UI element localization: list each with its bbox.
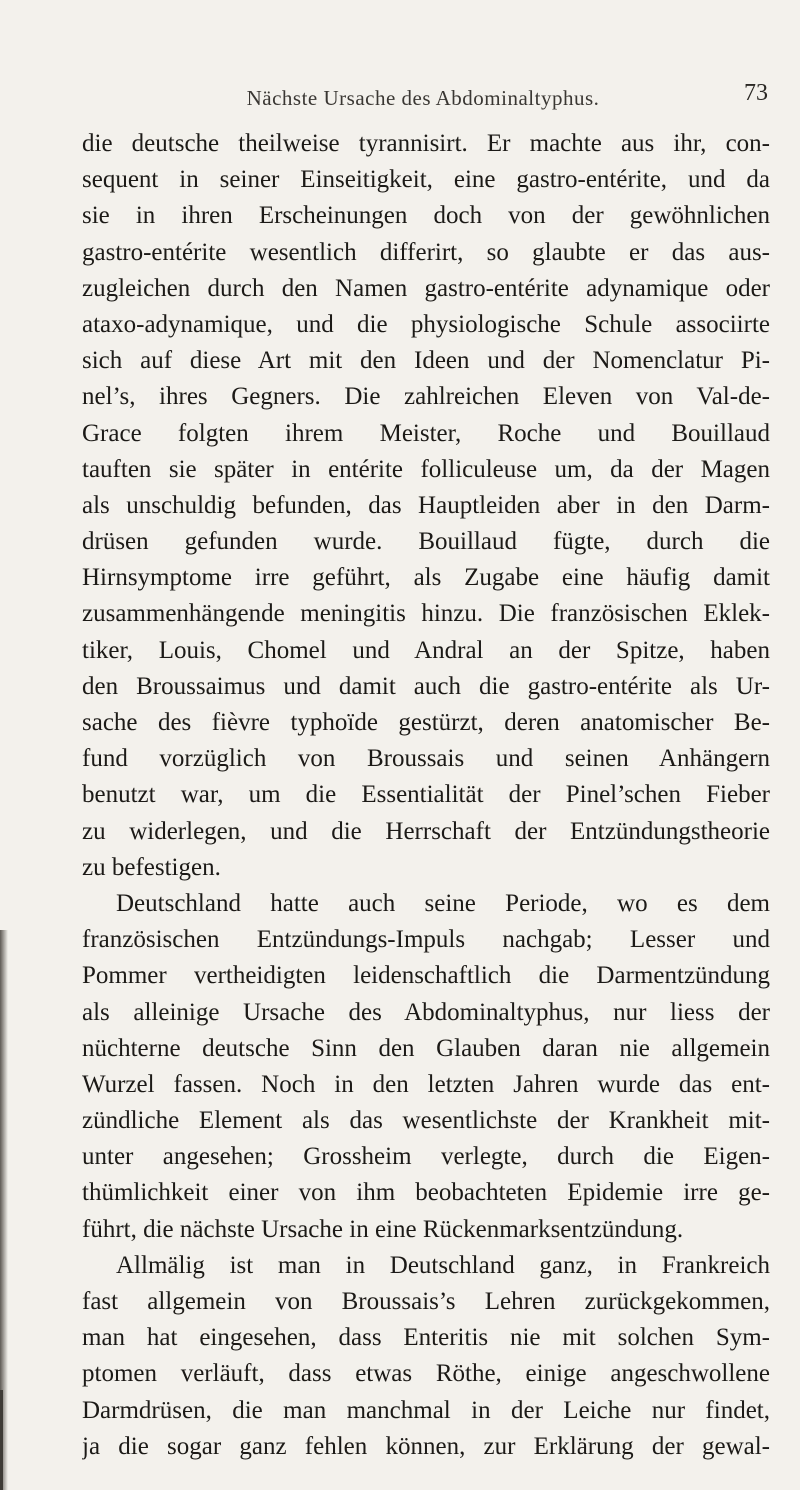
text-line: unter angesehen; Grossheim verlegte, durch die Eigen- xyxy=(82,1143,770,1171)
text-line: fund vorzüglich von Broussais und seinen Anhängern xyxy=(82,745,770,773)
text-line: drüsen gefunden wurde. Bouillaud fügte, durch die xyxy=(82,528,770,556)
text-line: Darmdrüsen, die man manchmal in der Leiche nur findet, xyxy=(82,1396,770,1424)
text-line: als alleinige Ursache des Abdominaltyphus, nur liess der xyxy=(82,998,770,1026)
text-line: benutzt war, um die Essentialität der Pinel’schen Fieber xyxy=(82,781,770,809)
text-line: nel’s, ihres Gegners. Die zahlreichen Eleven von Val-de- xyxy=(82,383,770,411)
text-line: zugleichen durch den Namen gastro-entérite adynamique oder xyxy=(82,274,770,302)
text-line: als unschuldig befunden, das Hauptleiden aber in den Darm- xyxy=(82,491,770,519)
text-line-paragraph-end: führt, die nächste Ursache in eine Rückenmarksentzündung. xyxy=(82,1215,684,1243)
text-line: thümlichkeit einer von ihm beobachteten Epidemie irre ge- xyxy=(82,1179,770,1207)
text-line: man hat eingesehen, dass Enteritis nie mit solchen Sym- xyxy=(82,1324,770,1352)
page-binding-edge xyxy=(0,1390,3,1490)
text-line: ptomen verläuft, dass etwas Röthe, einige angeschwollene xyxy=(82,1360,770,1388)
text-line: Hirnsymptome irre geführt, als Zugabe eine häufig damit xyxy=(82,564,770,592)
text-line: zündliche Element als das wesentlichste der Krankheit mit- xyxy=(82,1107,770,1135)
page-number: 73 xyxy=(744,80,768,106)
text-line: Pommer vertheidigten leidenschaftlich die Darmentzündung xyxy=(82,962,770,990)
text-line: sequent in seiner Einseitigkeit, eine gastro-entérite, und da xyxy=(82,166,770,194)
text-line: Grace folgten ihrem Meister, Roche und Bouillaud xyxy=(82,419,770,447)
text-line: nüchterne deutsche Sinn den Glauben daran nie allgemein xyxy=(82,1034,770,1062)
text-line-paragraph-start: Allmälig ist man in Deutschland ganz, in Frankreich xyxy=(116,1251,770,1279)
text-line-paragraph-start: Deutschland hatte auch seine Periode, wo es dem xyxy=(116,889,770,917)
text-line: ja die sogar ganz fehlen können, zur Erklärung der gewal- xyxy=(82,1432,770,1460)
text-line: sie in ihren Erscheinungen doch von der gewöhnlichen xyxy=(82,202,770,230)
text-line: sich auf diese Art mit den Ideen und der Nomenclatur Pi- xyxy=(82,347,770,375)
running-title: Nächste Ursache des Abdominaltyphus. xyxy=(246,86,600,110)
text-line: tiker, Louis, Chomel und Andral an der Spitze, haben xyxy=(82,636,770,664)
text-line: tauften sie später in entérite folliculeuse um, da der Magen xyxy=(82,455,770,483)
text-line: fast allgemein von Broussais’s Lehren zurückgekommen, xyxy=(82,1288,770,1315)
text-line: Wurzel fassen. Noch in den letzten Jahren wurde das ent- xyxy=(82,1070,770,1098)
text-line: zusammenhängende meningitis hinzu. Die französischen Eklek- xyxy=(82,600,770,628)
text-line: die deutsche theilweise tyrannisirt. Er machte aus ihr, con- xyxy=(82,130,770,157)
text-line: sache des fièvre typhoïde gestürzt, deren anatomischer Be- xyxy=(82,709,770,736)
text-line: gastro-entérite wesentlich differirt, so glaubte er das aus- xyxy=(82,238,770,266)
body-text xyxy=(82,126,770,1465)
text-line: den Broussaimus und damit auch die gastro-entérite als Ur- xyxy=(82,672,770,700)
text-line: französischen Entzündungs-Impuls nachgab; Lesser und xyxy=(82,926,770,954)
text-line: zu widerlegen, und die Herrschaft der Entzündungstheorie xyxy=(82,817,770,845)
text-line: ataxo-adynamique, und die physiologische Schule associirte xyxy=(82,310,770,338)
text-line-paragraph-end: zu befestigen. xyxy=(82,853,221,881)
running-head xyxy=(118,80,768,114)
